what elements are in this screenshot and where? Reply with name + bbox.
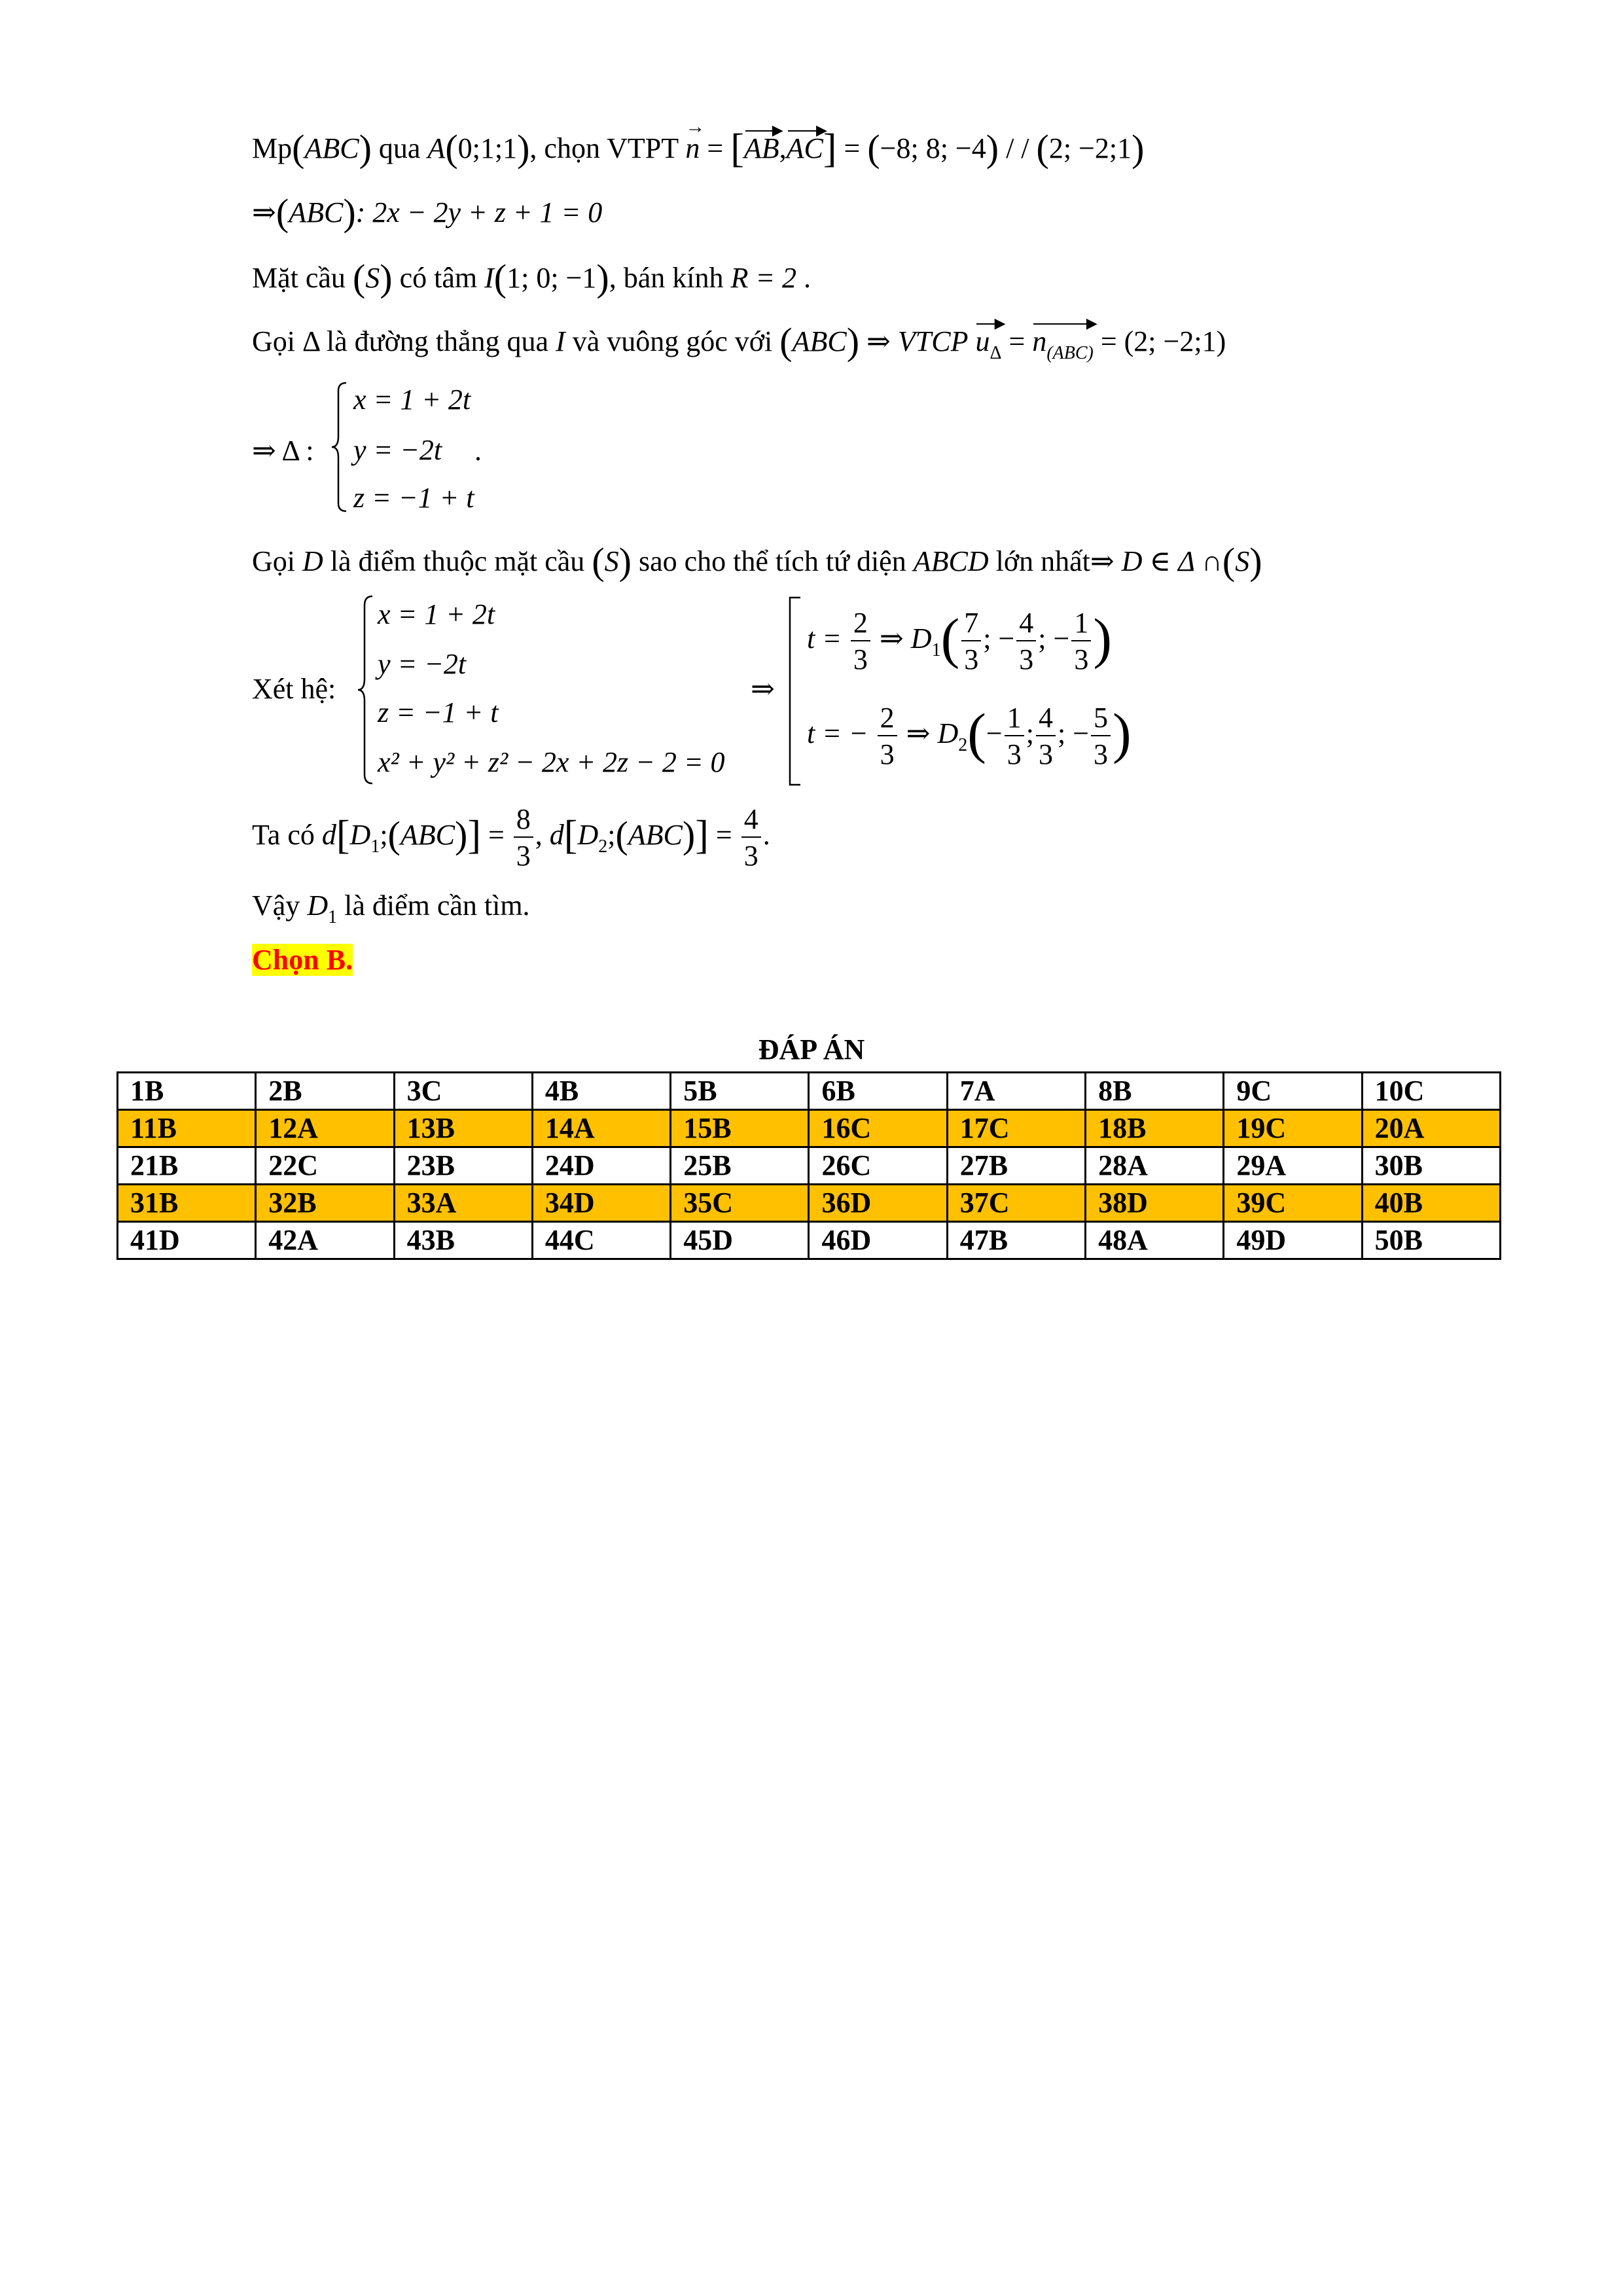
sphere-line: Mặt cầu (S) có tâm I(1; 0; −1), bán kính R = 2 . — [252, 257, 812, 299]
solution-2: t = − $\frac{2}{3}$ ⇒ $D_2(-$ $\frac{1}{3}$ ; $\frac{4}{3}$ ; − $\frac{5}{3}$ ) — [807, 701, 1132, 770]
answer-row — [118, 1147, 1501, 1185]
answer-cell: 47B — [947, 1222, 1085, 1259]
answer-cell: 49D — [1224, 1222, 1362, 1259]
answer-cell: 40B — [1362, 1185, 1500, 1222]
answer-cell: 43B — [394, 1222, 532, 1259]
answer-cell: 19C — [1224, 1110, 1362, 1147]
brace-icon — [329, 382, 349, 512]
answer-cell: 23B — [394, 1147, 532, 1185]
answer-cell: 30B — [1362, 1147, 1500, 1185]
answer-cell: 26C — [809, 1147, 947, 1185]
answer-cell: 3C — [394, 1073, 532, 1110]
answer-cell: 27B — [947, 1147, 1085, 1185]
answer-cell: 5B — [671, 1073, 809, 1110]
answer-cell: 28A — [1086, 1147, 1224, 1185]
plane-abc-line: Mp(ABC) qua A(0;1;1), chọn VTPT n → = [AB ▶ ,AC ▶ ] = (−8; 8; −4) / / (2; −2;1) — [252, 128, 1144, 169]
answer-row — [118, 1110, 1501, 1147]
answer-cell: 38D — [1086, 1185, 1224, 1222]
plane-equation-line: ⇒(ABC): 2x − 2y + z + 1 = 0 — [252, 191, 603, 234]
answer-cell: 33A — [394, 1185, 532, 1222]
answer-cell: 25B — [671, 1147, 809, 1185]
answer-cell: 20A — [1362, 1110, 1500, 1147]
chosen-answer: Chọn B. — [252, 944, 353, 976]
answer-cell: 48A — [1086, 1222, 1224, 1259]
answer-cell: 34D — [532, 1185, 670, 1222]
answer-cell: 13B — [394, 1110, 532, 1147]
answer-cell: 44C — [532, 1222, 670, 1259]
answer-cell: 50B — [1362, 1222, 1500, 1259]
answer-row — [118, 1073, 1501, 1110]
answer-cell: 39C — [1224, 1185, 1362, 1222]
answer-cell: 17C — [947, 1110, 1085, 1147]
answer-cell: 16C — [809, 1110, 947, 1147]
distance-line: Ta có $d[D_1;(ABC)]$ = $\frac{8}{3}$ , $d[D_2;(ABC)]$ = $\frac{4}{3}$ . — [252, 803, 770, 872]
answer-cell: 8B — [1086, 1073, 1224, 1110]
delta-line: Gọi Δ là đường thẳng qua I và vuông góc với (ABC) ⇒ VTCP $u_\Delta$ ▶ = $n_{(ABC)}$ ▶ = (2; −2;1) — [252, 315, 1226, 363]
answer-cell: 15B — [671, 1110, 809, 1147]
answer-cell: 41D — [118, 1222, 256, 1259]
answer-cell: 45D — [671, 1222, 809, 1259]
answer-cell: 6B — [809, 1073, 947, 1110]
answer-table — [116, 1071, 1501, 1260]
brace-icon — [355, 595, 375, 785]
solution-1: t = $\frac{2}{3}$ ⇒ $D_1$( $\frac{7}{3}$ ; − $\frac{4}{3}$ ; − $\frac{1}{3}$ ) — [807, 606, 1112, 675]
answer-row — [118, 1185, 1501, 1222]
answer-cell: 37C — [947, 1185, 1085, 1222]
answer-cell: 14A — [532, 1110, 670, 1147]
answer-cell: 18B — [1086, 1110, 1224, 1147]
answer-cell: 21B — [118, 1147, 256, 1185]
point-d-line: Gọi D là điểm thuộc mặt cầu (S) sao cho thể tích tứ diện ABCD lớn nhất⇒ D ∈ Δ ∩(S) — [252, 540, 1262, 583]
delta-parametric-system: ⇒ Δ : x = 1 + 2t y = −2t z = −1 + t . — [252, 376, 645, 520]
answer-cell: 12A — [256, 1110, 394, 1147]
answer-cell: 1B — [118, 1073, 256, 1110]
answer-cell: 42A — [256, 1222, 394, 1259]
answer-cell: 9C — [1224, 1073, 1362, 1110]
answer-cell: 4B — [532, 1073, 670, 1110]
answer-row — [118, 1222, 1501, 1259]
answer-cell: 10C — [1362, 1073, 1500, 1110]
answer-cell: 29A — [1224, 1147, 1362, 1185]
conclusion-line: Vậy $D_1$ là điểm cần tìm. — [252, 889, 530, 927]
answer-cell: 22C — [256, 1147, 394, 1185]
answer-cell: 11B — [118, 1110, 256, 1147]
intersection-system: Xét hệ: x = 1 + 2t y = −2t z = −1 + t x² + y² + z² − 2x + 2z − 2 = 0 ⇒ t = $\frac{2}{3}$ ⇒ $D_1$( $\frac{7}{3}$ ; − $\frac{4}{3}$ ; − $\frac{1}{3}$ ) t = − $\frac{2}{3}$ ⇒ $D_2(-$ $\frac{1}{3}$ ; $\frac{4}{3}$ ; − $\frac{5}{3}$ ) — [252, 592, 1495, 789]
answer-cell: 32B — [256, 1185, 394, 1222]
answer-cell: 31B — [118, 1185, 256, 1222]
answer-cell: 46D — [809, 1222, 947, 1259]
bracket-icon — [787, 596, 803, 786]
answer-cell: 35C — [671, 1185, 809, 1222]
answer-cell: 2B — [256, 1073, 394, 1110]
answer-title: ĐÁP ÁN — [758, 1033, 865, 1066]
answer-cell: 7A — [947, 1073, 1085, 1110]
answer-cell: 24D — [532, 1147, 670, 1185]
answer-cell: 36D — [809, 1185, 947, 1222]
